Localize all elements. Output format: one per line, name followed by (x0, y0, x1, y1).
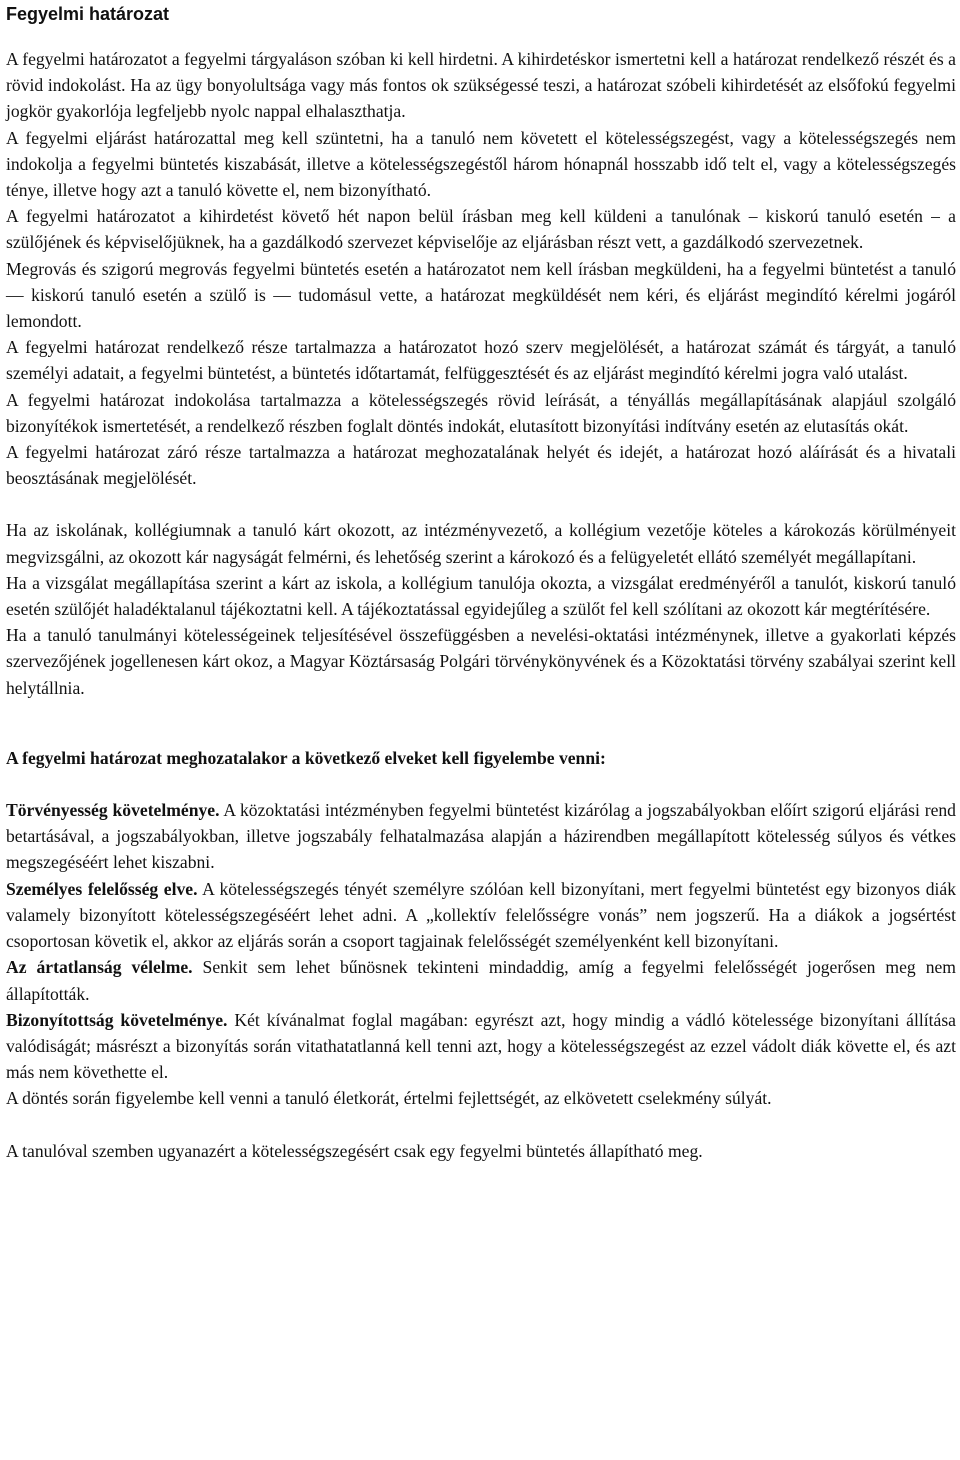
final-paragraph: A tanulóval szemben ugyanazért a kötelességszegésért csak egy fegyelmi büntetés állapítható meg. (6, 1140, 703, 1161)
section-principles (6, 797, 956, 1111)
principle-paragraph (6, 797, 956, 876)
principle-paragraph (6, 954, 956, 1006)
document-page (6, 0, 956, 1164)
spacer (6, 701, 956, 745)
principle-term: Az ártatlanság vélelme. (6, 957, 193, 978)
principle-paragraph (6, 1007, 956, 1086)
section-announcement (6, 46, 956, 491)
paragraph: A fegyelmi eljárást határozattal meg kell szüntetni, ha a tanuló nem követett el kötelességszegést, vagy a kötelességszegés nem indokolja a fegyelmi büntetés kiszabását, illetve a kötelességszegéstől három hónapnál hosszabb idő telt el, vagy a kötelességszegés ténye, illetve hogy azt a tanuló követte el, nem bizonyítható. (6, 127, 956, 201)
paragraph: Megrovás és szigorú megrovás fegyelmi büntetés esetén a határozatot nem kell írásban megküldeni, ha a fegyelmi büntetést a tanuló — kiskorú tanuló esetén a szülő is — tudomásul vette, a határozat megküldését nem kéri, és eljárást megindító kérelmi jogáról lemondott. (6, 258, 956, 332)
page-title: Fegyelmi határozat (6, 4, 170, 24)
paragraph: A fegyelmi határozat indokolása tartalmazza a kötelességszegés rövid leírását, a tényállás megállapításának alapjául szolgáló bizonyítékok ismertetését, a rendelkező részben foglalt döntés indokát, elutasított bizonyítási indítvány esetén az elutasítás okát. (6, 389, 956, 436)
paragraph: A fegyelmi határozat záró része tartalmazza a határozat meghozatalának helyét és idejét, a határozat hozó aláírását és a hivatali beosztásának megjelölését. (6, 442, 956, 489)
principle-term: Személyes felelősség elve. (6, 878, 198, 899)
principle-paragraph (6, 876, 956, 955)
paragraph: A fegyelmi határozat rendelkező része tartalmazza a határozatot hozó szerv megjelölését, a határozat számát és tárgyát, a tanuló személyi adatait, a fegyelmi büntetést, a büntetés időtartamát, felfüggesztését és az eljárást megindító kérelmi jogra való utalást. (6, 337, 956, 384)
principle-term: Bizonyítottság követelménye. (6, 1009, 228, 1030)
section-damages (6, 517, 956, 700)
principle-text: Két kívánalmat foglal magában: egyrészt azt, hogy mindig a vádló kötelessége bizonyítani állítása valódiságát; másrészt a bizonyítás során vitathatatlanná kell tenni azt, hogy a kötelességszegést az ezzel vádolt diák követte el, és azt más nem követhette el. (6, 1009, 956, 1083)
principle-text: A kötelességszegés tényét személyre szólóan kell bizonyítani, mert fegyelmi büntetést egy bizonyos diák valamely bizonyított kötelességszegéséért lehet adni. A „kollektív felelősségre vonás” nem jogszerű. Ha a diákok a jogsértést csoportosan követik el, akkor az eljárás során a csoport tagjainak felelősségét személyenként kell bizonyítani. (6, 878, 956, 952)
spacer (6, 1112, 956, 1138)
paragraph: Ha a tanuló tanulmányi kötelességeinek teljesítésével összefüggésben a nevelési-oktatási intézménynek, illetve a gyakorlati képzés szervezőjének jogellenesen kárt okoz, a Magyar Köztársaság Polgári törvénykönyvének és a Közoktatási törvény szabályai szerint kell helytállnia. (6, 625, 956, 698)
paragraph: Ha a vizsgálat megállapítása szerint a kárt az iskola, a kollégium tanulója okozta, a vizsgálat eredményéről a tanulót, kiskorú tanuló esetén szülőjét haladéktalanul tájékoztatni kell. A tájékoztatással egyidejűleg a szülőt fel kell szólítani az okozott kár megtérítésére. (6, 572, 956, 620)
spacer (6, 771, 956, 797)
section-subheading: A fegyelmi határozat meghozatalakor a következő elveket kell figyelembe venni: (6, 747, 606, 768)
paragraph: Ha az iskolának, kollégiumnak a tanuló kárt okozott, az intézményvezető, a kollégium vezetője köteles a károkozás körülményeit megvizsgálni, az okozott kár nagyságát felmérni, és lehetőség szerint a károkozó és a felügyeletét ellátó személyét megállapítani. (6, 520, 956, 567)
principle-term: Törvényesség követelménye. (6, 800, 220, 821)
spacer (6, 491, 956, 517)
paragraph: A döntés során figyelembe kell venni a tanuló életkorát, értelmi fejlettségét, az elkövetett cselekmény súlyát. (6, 1088, 772, 1109)
paragraph: A fegyelmi határozatot a kihirdetést követő hét napon belül írásban meg kell küldeni a tanulónak – kiskorú tanuló esetén – a szülőjének és képviselőjüknek, ha a gazdálkodó szervezet képviselője az eljárásban részt vett, a gazdálkodó szervezetnek. (6, 206, 956, 253)
principle-text: A közoktatási intézményben fegyelmi büntetést kizárólag a jogszabályokban előírt szigorú eljárási rend betartásával, a jogszabályokban, illetve jogszabály felhatalmazása alapján a házirendben megállapított kötelesség súlyos és vétkes megszegéséért lehet kiszabni. (6, 800, 956, 873)
paragraph: A fegyelmi határozatot a fegyelmi tárgyaláson szóban ki kell hirdetni. A kihirdetéskor ismertetni kell a határozat rendelkező részét és a rövid indokolást. Ha az ügy bonyolultsága vagy más fontos ok szükségessé teszi, a határozat szóbeli kihirdetését az elsőfokú fegyelmi jogkör gyakorlója legfeljebb nyolc nappal elhalaszthatja. (6, 49, 956, 122)
principle-text: Senkit sem lehet bűnösnek tekinteni mindaddig, amíg a fegyelmi felelősségét jogerősen meg nem állapították. (6, 957, 956, 1004)
